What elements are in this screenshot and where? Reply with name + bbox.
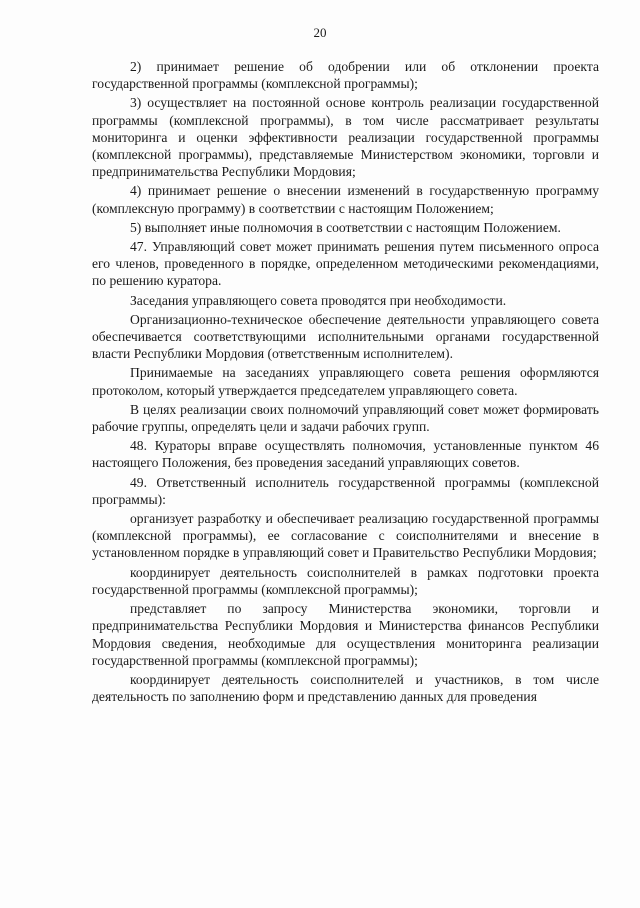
paragraph-meetings: Заседания управляющего совета проводятся при необходимости. xyxy=(130,292,507,308)
page-number: 20 xyxy=(313,25,327,40)
paragraph-item-47: 47. Управляющий совет может принимать решения путем письменного опроса его членов, проведенного в порядке, определенном методическими рекомендациями, по решению куратора. xyxy=(92,239,599,289)
paragraph-organizational-support: Организационно-техническое обеспечение деятельности управляющего совета обеспечивается соответствующими исполнительными органами государственной власти Республики Мордовия (ответственным исполнителем). xyxy=(92,311,599,362)
document-body xyxy=(92,58,599,707)
paragraph-coordinates-preparation: координирует деятельность соисполнителей в рамках подготовки проекта государственной программы (комплексной программы); xyxy=(92,564,599,597)
paragraph-provides-information: представляет по запросу Министерства экономики, торговли и предпринимательства Республики Мордовия и Министерства финансов Республики Мордовия сведения, необходимые для осуществления мониторинга реализации государственной программы (комплексной программы); xyxy=(92,601,599,668)
paragraph-item-49: 49. Ответственный исполнитель государственной программы (комплексной программы): xyxy=(92,474,599,507)
paragraph-decisions-protocol: Принимаемые на заседаниях управляющего совета решения оформляются протоколом, который утверждается председателем управляющего совета. xyxy=(92,365,599,398)
paragraph-clause-5: 5) выполняет иные полномочия в соответствии с настоящим Положением. xyxy=(130,219,561,235)
paragraph-clause-4: 4) принимает решение о внесении изменений в государственную программу (комплексную программу) в соответствии с настоящим Положением; xyxy=(92,183,599,216)
paragraph-working-groups: В целях реализации своих полномочий управляющий совет может формировать рабочие группы, определять цели и задачи рабочих групп. xyxy=(92,401,599,435)
paragraph-item-48: 48. Кураторы вправе осуществлять полномочия, установленные пунктом 46 настоящего Положения, без проведения заседаний управляющих советов. xyxy=(92,438,599,471)
paragraph-clause-3: 3) осуществляет на постоянной основе контроль реализации государственной программы (комплексной программы), в том числе рассматривает результаты мониторинга и оценки эффективности реализации государственной программы (комплексной программы), представляемые Министерством экономики, торговли и предпринимательства Республики Мордовия; xyxy=(92,95,599,180)
paragraph-clause-2: 2) принимает решение об одобрении или об отклонении проекта государственной программы (комплексной программы); xyxy=(92,59,599,92)
paragraph-organizes-development: организует разработку и обеспечивает реализацию государственной программы (комплексной программы), ее согласование с соисполнителями и внесение в установленном порядке в управляющий совет и Правительство Республики Мордовия; xyxy=(92,511,599,561)
paragraph-coordinates-activities: координирует деятельность соисполнителей и участников, в том числе деятельность по заполнению форм и представлению данных для проведения xyxy=(92,671,599,705)
